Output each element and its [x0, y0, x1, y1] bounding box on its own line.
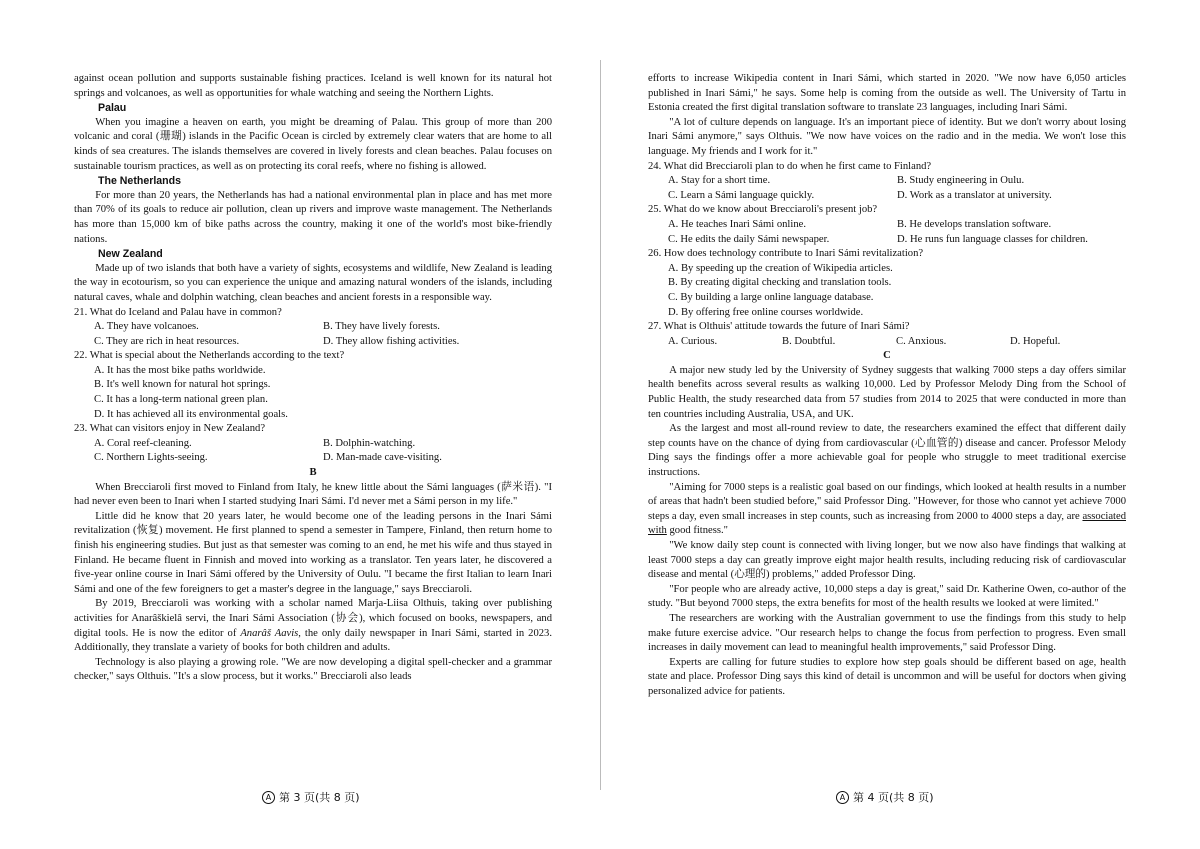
option: A. Curious.: [668, 335, 718, 347]
passage-c-paragraph-7: Experts are calling for future studies to explore how step goals should be different based on age, health state and place. Professor Ding says this kind of detail is uncommon and will be useful for doctors when giving personalized advice for patients.: [648, 656, 1126, 697]
option: D. He runs fun language classes for children.: [897, 233, 1088, 245]
left-page-column: [74, 72, 552, 685]
paper-version-mark: A: [836, 791, 849, 804]
page-number-label: 第 3 页(共 8 页): [279, 791, 360, 804]
option: D. By offering free online courses worldwide.: [668, 306, 864, 318]
option: D. It has achieved all its environmental goals.: [94, 408, 288, 420]
option: A. It has the most bike paths worldwide.: [94, 364, 266, 376]
question-25: 25. What do we know about Brecciaroli's present job?: [648, 204, 878, 216]
option: B. It's well known for natural hot springs.: [94, 379, 271, 391]
passage-b-paragraph-5: efforts to increase Wikipedia content in Inari Sámi, which started in 2020. "We now have 6,050 articles published in Inari Sámi," he says. Some help is coming from the outside as well. The University of Tartu in Estonia created the first digital translation software to translate 23 languages, including Inari Sámi.: [648, 73, 1126, 114]
question-27-options: [648, 335, 1126, 350]
option: A. They have volcanoes.: [94, 321, 199, 333]
option: A. By speeding up the creation of Wikipedia articles.: [668, 262, 893, 274]
option: C. Northern Lights-seeing.: [94, 452, 208, 464]
option: C. He edits the daily Sámi newspaper.: [668, 233, 830, 245]
option: C. It has a long-term national green plan.: [94, 394, 268, 406]
option: B. Study engineering in Oulu.: [897, 175, 1025, 187]
page-number-label: 第 4 页(共 8 页): [853, 791, 934, 804]
netherlands-paragraph: For more than 20 years, the Netherlands has had a national environmental plan in place and has met more than 70% of its goals to reduce air pollution, clean up rivers and improve waste management. The Netherlands has more than 15,000 km of bike paths across the country, making it one of the world's most bike-friendly nations.: [74, 189, 552, 245]
page-number-left: [262, 789, 360, 805]
palau-heading: Palau: [98, 102, 127, 115]
option: D. Man-made cave-visiting.: [323, 452, 442, 464]
question-23: 23. What can visitors enjoy in New Zealand?: [74, 423, 266, 435]
option: A. Coral reef-cleaning.: [94, 437, 192, 449]
section-b-heading: B: [309, 467, 317, 479]
page-divider: [600, 60, 601, 790]
question-21: 21. What do Iceland and Palau have in common?: [74, 306, 282, 318]
question-24-options: [648, 174, 1126, 203]
option: C. They are rich in heat resources.: [94, 335, 240, 347]
option: B. Doubtful.: [782, 335, 836, 347]
option: B. He develops translation software.: [897, 218, 1052, 230]
question-27: 27. What is Olthuis' attitude towards the future of Inari Sámi?: [648, 321, 910, 333]
netherlands-heading: The Netherlands: [98, 175, 182, 188]
question-21-options: [74, 320, 552, 349]
option: D. Work as a translator at university.: [897, 189, 1052, 201]
option: C. Anxious.: [896, 335, 947, 347]
question-25-options: [648, 218, 1126, 247]
passage-c-paragraph-5: "For people who are already active, 10,000 steps a day is great," said Dr. Katherine Owen, co-author of the study. "But beyond 7000 steps, the extra benefits for most of the health results we looked at were limited.": [648, 583, 1126, 610]
option: B. By creating digital checking and translation tools.: [668, 277, 892, 289]
passage-b-paragraph-4: Technology is also playing a growing role. "We are now developing a digital spell-checker and a grammar checker," says Olthuis. "It's a slow process, but it works." Brecciaroli also leads: [74, 656, 552, 683]
question-22-options: [74, 364, 552, 422]
paper-version-mark: A: [262, 791, 275, 804]
question-22: 22. What is special about the Netherlands according to the text?: [74, 350, 345, 362]
option: B. Dolphin-watching.: [323, 437, 416, 449]
passage-c-paragraph-2: As the largest and most all-round review to date, the researchers examined the effect that different daily step counts have on the chance of dying from cardiovascular (心血管的) disease and cancer. Professor Melody Ding says the findings offer a more achievable goal for people who struggle to meet traditional exercise instructions.: [648, 423, 1126, 479]
section-c-heading: C: [883, 350, 891, 362]
option: C. Learn a Sámi language quickly.: [668, 189, 815, 201]
question-24: 24. What did Brecciaroli plan to do when he first came to Finland?: [648, 160, 932, 172]
passage-b-paragraph-6: "A lot of culture depends on language. It's an important piece of identity. But we don't worry about losing Inari Sámi anymore," says Olthuis. "We now have voices on the radio and in the media. We won't lose this language. My friends and I work for it.": [648, 116, 1126, 157]
page-number-right: [836, 789, 934, 805]
passage-b-paragraph-3: By 2019, Brecciaroli was working with a scholar named Marja-Liisa Olthuis, taking over publishing activities for Anarâškielâ servi, the Inari Sámi Association (协会), which focused on books, newspapers, and digital tools. He is now the editor of Anarâš Aavis, the only daily newspaper in Inari Sámi, started in 2023. Additionally, they translate a variety of books for both children and adults.: [74, 598, 552, 654]
option: B. They have lively forests.: [323, 321, 440, 333]
iceland-paragraph-end: against ocean pollution and supports sustainable fishing practices. Iceland is well known for its natural hot springs and volcanoes, as well as opportunities for whale watching and seeing the Northern Lights.: [74, 73, 552, 99]
passage-c-paragraph-6: The researchers are working with the Australian government to use the findings from this study to help make future exercise advice. "Our research helps to change the focus from perfection to progress. Even small increases in daily movement can lead to meaningful health improvements," said Professor Ding.: [648, 612, 1126, 654]
passage-b-paragraph-2: Little did he know that 20 years later, he would become one of the leading persons in the Inari Sámi revitalization (恢复) movement. He first planned to spend a semester in Tampere, Finland, then return home to finish his engineering studies. But just as that semester was coming to an end, he met his wife and thus stayed in Finland. He became fluent in Finnish and moved into working as a translator. Ten years later, he discovered a five-year online course in Inari Sámi offered by the University of Oulu. "I became the first Italian to learn Inari Sámi and one of the few foreigners to get a master's degree in the language," says Brecciaroli.: [74, 510, 552, 595]
newspaper-title: Anarâš Aavis: [240, 627, 299, 639]
right-page-column: [648, 72, 1126, 700]
new-zealand-heading: New Zealand: [98, 248, 163, 261]
option: A. He teaches Inari Sámi online.: [668, 218, 806, 230]
passage-b-paragraph-1: When Brecciaroli first moved to Finland from Italy, he knew little about the Sámi languages (萨米语). "I had never even been to Inari when I started studying Inari Sámi. I'd never met a Sámi person in my life.": [74, 481, 552, 508]
passage-c-paragraph-4: "We know daily step count is connected with living longer, but we now also have findings that walking at least 7000 steps a day can greatly improve eight major health results, including reducing risk of cardiovascular disease and mental (心理的) problems," added Professor Ding.: [648, 540, 1126, 581]
question-26: 26. How does technology contribute to Inari Sámi revitalization?: [648, 248, 924, 260]
option: A. Stay for a short time.: [668, 175, 771, 187]
passage-c-paragraph-1: A major new study led by the University of Sydney suggests that walking 7000 steps a day offers similar health benefits across several results as walking 10,000. Led by Professor Melody Ding from the School of Public Health, the study researched data from 57 studies from 2014 to 2025 that were conducted in more than ten countries including Australia, USA, and UK.: [648, 364, 1126, 420]
option: C. By building a large online language database.: [668, 291, 874, 303]
option: D. They allow fishing activities.: [323, 335, 460, 347]
passage-c-paragraph-3: "Aiming for 7000 steps is a realistic goal based on our findings, which looked at health results in a number of areas that hadn't been studied before," said Professor Ding. "However, for those who cannot yet achieve 7000 steps a day, even small increases in step counts, such as increasing from 2000 to 4000 steps a day, are associated with good fitness.": [648, 481, 1126, 537]
underlined-phrase: associated with: [648, 510, 1126, 537]
question-23-options: [74, 437, 552, 466]
palau-paragraph: When you imagine a heaven on earth, you might be dreaming of Palau. This group of more than 200 volcanic and coral (珊瑚) islands in the Pacific Ocean is circled by extremely clear waters that are home to all kinds of sea creatures. The islands themselves are covered in lively forests and clean beaches. Palau focuses on sustainable tourism practices, as well as on protecting its coral reefs, where no fishing is allowed.: [74, 116, 552, 172]
option: D. Hopeful.: [1010, 335, 1061, 347]
new-zealand-paragraph: Made up of two islands that both have a variety of sights, ecosystems and wildlife, New Zealand is leading the way in ecotourism, so you can experience the unique and amazing natural wonders of the islands, including natural caves, whale and dolphin watching, clean beaches and ancient forests in a responsible way.: [74, 262, 552, 303]
question-26-options: [648, 262, 1126, 320]
